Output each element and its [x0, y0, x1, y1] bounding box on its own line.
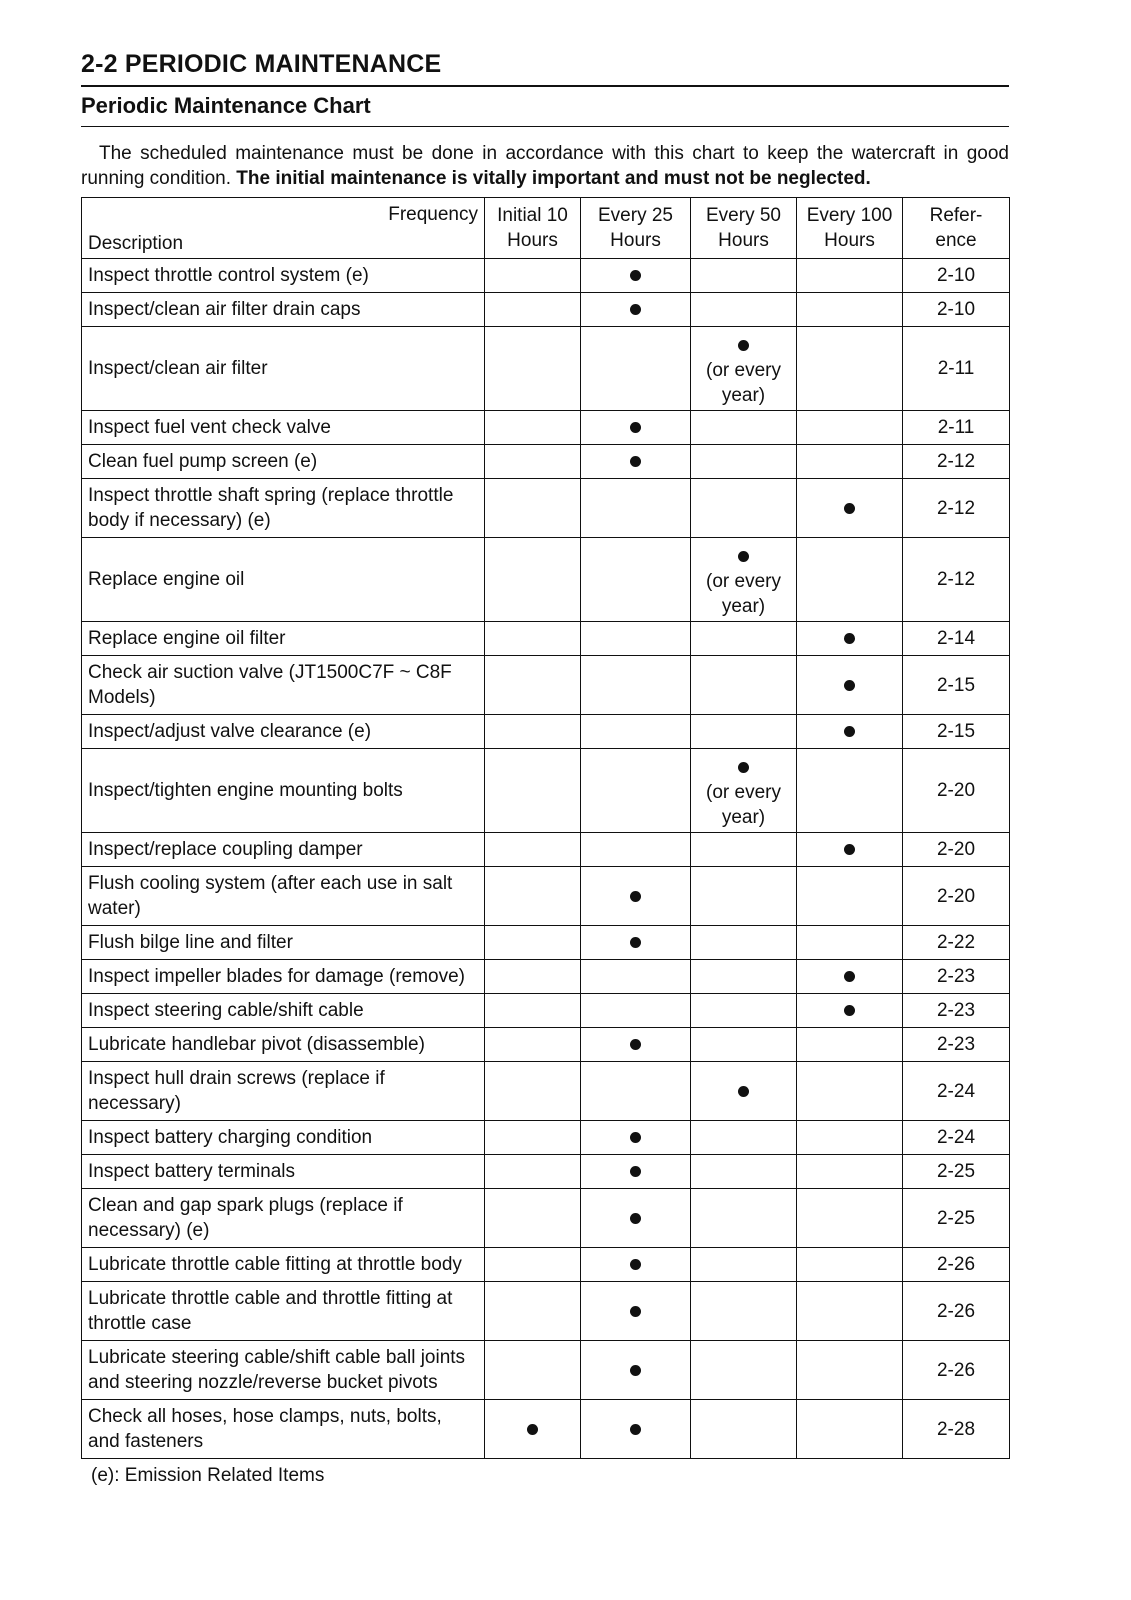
interval-cell	[485, 622, 581, 656]
interval-cell	[797, 715, 903, 749]
header-line2: Hours	[507, 230, 558, 251]
interval-cell	[691, 445, 797, 479]
row-reference: 2-20	[903, 867, 1010, 926]
interval-cell	[485, 715, 581, 749]
row-reference: 2-26	[903, 1248, 1010, 1282]
schedule-dot-icon	[630, 456, 641, 467]
interval-cell	[797, 833, 903, 867]
table-row	[82, 327, 1010, 411]
row-reference: 2-12	[903, 538, 1010, 622]
row-reference: 2-14	[903, 622, 1010, 656]
interval-cell	[485, 1282, 581, 1341]
interval-cell	[797, 1189, 903, 1248]
schedule-dot-icon	[527, 1424, 538, 1435]
row-reference: 2-11	[903, 411, 1010, 445]
row-description: Clean fuel pump screen (e)	[82, 445, 485, 479]
interval-cell	[485, 656, 581, 715]
page	[81, 50, 1009, 1487]
row-description: Clean and gap spark plugs (replace if necessary) (e)	[82, 1189, 485, 1248]
interval-cell	[691, 994, 797, 1028]
interval-cell	[797, 1341, 903, 1400]
interval-cell	[581, 1028, 691, 1062]
interval-cell	[797, 479, 903, 538]
row-description: Lubricate handlebar pivot (disassemble)	[82, 1028, 485, 1062]
interval-cell	[485, 867, 581, 926]
row-reference: 2-23	[903, 1028, 1010, 1062]
header-line1: Every 50	[706, 205, 781, 226]
intro-bold-text: The initial maintenance is vitally important and must not be neglected.	[236, 168, 871, 189]
interval-cell	[485, 1155, 581, 1189]
interval-cell	[797, 656, 903, 715]
row-reference: 2-24	[903, 1062, 1010, 1121]
table-row	[82, 259, 1010, 293]
interval-cell	[485, 833, 581, 867]
interval-cell	[485, 1400, 581, 1459]
interval-cell	[581, 715, 691, 749]
maintenance-table	[81, 197, 1010, 1459]
interval-cell	[581, 833, 691, 867]
interval-cell	[691, 867, 797, 926]
row-reference: 2-23	[903, 960, 1010, 994]
schedule-dot-icon	[630, 891, 641, 902]
interval-cell	[485, 1341, 581, 1400]
interval-cell	[797, 538, 903, 622]
interval-cell	[581, 1282, 691, 1341]
row-reference: 2-15	[903, 715, 1010, 749]
interval-cell	[581, 1189, 691, 1248]
table-row	[82, 926, 1010, 960]
row-description: Inspect/clean air filter	[82, 327, 485, 411]
table-row	[82, 1028, 1010, 1062]
interval-cell	[797, 1248, 903, 1282]
interval-cell	[691, 656, 797, 715]
header-every-25	[581, 198, 691, 259]
schedule-dot-icon	[738, 762, 749, 773]
interval-cell	[581, 1062, 691, 1121]
interval-cell	[691, 622, 797, 656]
interval-cell	[797, 1155, 903, 1189]
row-reference: 2-11	[903, 327, 1010, 411]
interval-cell	[797, 259, 903, 293]
table-row	[82, 715, 1010, 749]
row-description: Lubricate throttle cable fitting at throttle body	[82, 1248, 485, 1282]
interval-cell	[691, 926, 797, 960]
row-reference: 2-20	[903, 749, 1010, 833]
interval-cell	[485, 293, 581, 327]
interval-cell	[797, 749, 903, 833]
interval-cell	[581, 538, 691, 622]
interval-cell	[485, 259, 581, 293]
table-body	[82, 259, 1010, 1459]
table-row	[82, 1400, 1010, 1459]
row-description: Inspect battery charging condition	[82, 1121, 485, 1155]
interval-cell	[485, 327, 581, 411]
table-row	[82, 622, 1010, 656]
table-row	[82, 1121, 1010, 1155]
row-reference: 2-10	[903, 293, 1010, 327]
header-line2: Hours	[718, 230, 769, 251]
header-initial-10	[485, 198, 581, 259]
interval-cell	[691, 960, 797, 994]
header-every-100	[797, 198, 903, 259]
row-description: Inspect/adjust valve clearance (e)	[82, 715, 485, 749]
table-row	[82, 833, 1010, 867]
row-description: Check all hoses, hose clamps, nuts, bolts, and fasteners	[82, 1400, 485, 1459]
interval-cell	[485, 960, 581, 994]
row-description: Flush cooling system (after each use in salt water)	[82, 867, 485, 926]
header-every-50	[691, 198, 797, 259]
interval-cell	[581, 1400, 691, 1459]
interval-cell	[581, 622, 691, 656]
interval-cell	[691, 293, 797, 327]
table-header-row	[82, 198, 1010, 259]
row-reference: 2-12	[903, 445, 1010, 479]
schedule-dot-icon	[844, 726, 855, 737]
interval-cell	[485, 1189, 581, 1248]
interval-cell	[581, 656, 691, 715]
interval-cell	[691, 1248, 797, 1282]
row-reference: 2-28	[903, 1400, 1010, 1459]
interval-cell	[691, 1062, 797, 1121]
table-row	[82, 1341, 1010, 1400]
interval-cell	[581, 749, 691, 833]
interval-cell	[691, 538, 797, 622]
interval-cell	[797, 1400, 903, 1459]
section-title: 2-2 PERIODIC MAINTENANCE	[81, 50, 1009, 87]
interval-cell	[691, 479, 797, 538]
row-description: Inspect hull drain screws (replace if necessary)	[82, 1062, 485, 1121]
row-reference: 2-10	[903, 259, 1010, 293]
row-reference: 2-20	[903, 833, 1010, 867]
interval-cell	[581, 1121, 691, 1155]
schedule-dot-icon	[738, 551, 749, 562]
interval-cell	[485, 749, 581, 833]
schedule-dot-icon	[738, 340, 749, 351]
table-row	[82, 1062, 1010, 1121]
table-row	[82, 749, 1010, 833]
row-reference: 2-25	[903, 1189, 1010, 1248]
interval-cell	[797, 1282, 903, 1341]
table-row	[82, 479, 1010, 538]
schedule-dot-icon	[630, 270, 641, 281]
row-reference: 2-23	[903, 994, 1010, 1028]
table-row	[82, 538, 1010, 622]
schedule-dot-icon	[630, 304, 641, 315]
row-description: Inspect/replace coupling damper	[82, 833, 485, 867]
interval-cell	[485, 1028, 581, 1062]
row-description: Inspect/clean air filter drain caps	[82, 293, 485, 327]
table-row	[82, 1282, 1010, 1341]
schedule-dot-icon	[630, 422, 641, 433]
header-line2: ence	[935, 230, 977, 251]
intro-text: The scheduled maintenance must be done in accordance with this chart to keep the watercraft in good running condition.	[81, 143, 1009, 189]
interval-cell	[581, 867, 691, 926]
interval-cell	[485, 926, 581, 960]
interval-cell	[485, 411, 581, 445]
row-description: Inspect fuel vent check valve	[82, 411, 485, 445]
schedule-dot-icon	[630, 1259, 641, 1270]
interval-cell	[581, 327, 691, 411]
table-row	[82, 293, 1010, 327]
interval-cell	[691, 327, 797, 411]
header-line1: Every 25	[598, 205, 673, 226]
schedule-dot-icon	[630, 1132, 641, 1143]
table-row	[82, 994, 1010, 1028]
interval-cell	[485, 1248, 581, 1282]
header-line2: Hours	[610, 230, 661, 251]
interval-cell	[797, 293, 903, 327]
schedule-dot-icon	[630, 1039, 641, 1050]
interval-note: (or every year)	[706, 360, 781, 406]
row-description: Inspect/tighten engine mounting bolts	[82, 749, 485, 833]
row-description: Flush bilge line and filter	[82, 926, 485, 960]
interval-cell	[581, 1155, 691, 1189]
interval-cell	[797, 960, 903, 994]
interval-cell	[797, 1028, 903, 1062]
interval-cell	[485, 1121, 581, 1155]
chart-title: Periodic Maintenance Chart	[81, 93, 1009, 127]
interval-cell	[485, 538, 581, 622]
interval-cell	[691, 1028, 797, 1062]
interval-cell	[581, 926, 691, 960]
row-reference: 2-26	[903, 1341, 1010, 1400]
table-row	[82, 867, 1010, 926]
header-line2: Hours	[824, 230, 875, 251]
table-row	[82, 411, 1010, 445]
row-description: Replace engine oil	[82, 538, 485, 622]
interval-cell	[691, 833, 797, 867]
interval-cell	[581, 259, 691, 293]
row-description: Inspect throttle shaft spring (replace throttle body if necessary) (e)	[82, 479, 485, 538]
table-row	[82, 445, 1010, 479]
table-row	[82, 1248, 1010, 1282]
interval-cell	[797, 445, 903, 479]
row-description: Lubricate steering cable/shift cable ball joints and steering nozzle/reverse bucket pivots	[82, 1341, 485, 1400]
schedule-dot-icon	[844, 844, 855, 855]
table-row	[82, 656, 1010, 715]
interval-cell	[691, 259, 797, 293]
interval-cell	[581, 1248, 691, 1282]
schedule-dot-icon	[844, 680, 855, 691]
table-row	[82, 1155, 1010, 1189]
intro-paragraph	[81, 141, 1009, 191]
header-line1: Every 100	[806, 205, 893, 226]
schedule-dot-icon	[630, 1365, 641, 1376]
interval-cell	[797, 622, 903, 656]
interval-cell	[691, 411, 797, 445]
interval-cell	[797, 994, 903, 1028]
schedule-dot-icon	[630, 1213, 641, 1224]
frequency-label: Frequency	[388, 204, 478, 225]
interval-cell	[797, 1062, 903, 1121]
schedule-dot-icon	[844, 971, 855, 982]
row-reference: 2-26	[903, 1282, 1010, 1341]
schedule-dot-icon	[844, 633, 855, 644]
interval-cell	[581, 960, 691, 994]
header-line1: Refer-	[929, 205, 983, 226]
row-reference: 2-15	[903, 656, 1010, 715]
interval-cell	[691, 1341, 797, 1400]
header-reference	[903, 198, 1010, 259]
interval-cell	[691, 749, 797, 833]
header-description-frequency	[82, 198, 485, 259]
interval-cell	[485, 479, 581, 538]
row-reference: 2-24	[903, 1121, 1010, 1155]
interval-cell	[691, 1121, 797, 1155]
interval-cell	[581, 1341, 691, 1400]
interval-cell	[797, 867, 903, 926]
interval-cell	[581, 411, 691, 445]
interval-cell	[691, 1189, 797, 1248]
interval-cell	[797, 926, 903, 960]
table-row	[82, 1189, 1010, 1248]
table-row	[82, 960, 1010, 994]
row-description: Lubricate throttle cable and throttle fitting at throttle case	[82, 1282, 485, 1341]
interval-cell	[581, 994, 691, 1028]
interval-cell	[797, 327, 903, 411]
interval-cell	[797, 1121, 903, 1155]
schedule-dot-icon	[630, 1306, 641, 1317]
interval-cell	[485, 994, 581, 1028]
row-description: Inspect throttle control system (e)	[82, 259, 485, 293]
interval-cell	[691, 1282, 797, 1341]
interval-cell	[581, 293, 691, 327]
interval-note: (or every year)	[706, 782, 781, 828]
schedule-dot-icon	[844, 503, 855, 514]
interval-cell	[485, 1062, 581, 1121]
row-reference: 2-22	[903, 926, 1010, 960]
interval-cell	[691, 1155, 797, 1189]
row-description: Replace engine oil filter	[82, 622, 485, 656]
footnote: (e): Emission Related Items	[91, 1465, 325, 1486]
interval-cell	[581, 445, 691, 479]
interval-cell	[581, 479, 691, 538]
interval-cell	[691, 715, 797, 749]
interval-cell	[691, 1400, 797, 1459]
schedule-dot-icon	[844, 1005, 855, 1016]
row-description: Inspect battery terminals	[82, 1155, 485, 1189]
header-line1: Initial 10	[497, 205, 568, 226]
row-reference: 2-25	[903, 1155, 1010, 1189]
row-description: Inspect steering cable/shift cable	[82, 994, 485, 1028]
schedule-dot-icon	[630, 937, 641, 948]
interval-cell	[485, 445, 581, 479]
interval-note: (or every year)	[706, 571, 781, 617]
row-description: Inspect impeller blades for damage (remove)	[82, 960, 485, 994]
schedule-dot-icon	[738, 1086, 749, 1097]
row-description: Check air suction valve (JT1500C7F ~ C8F Models)	[82, 656, 485, 715]
schedule-dot-icon	[630, 1166, 641, 1177]
interval-cell	[797, 411, 903, 445]
description-label: Description	[88, 233, 184, 254]
schedule-dot-icon	[630, 1424, 641, 1435]
row-reference: 2-12	[903, 479, 1010, 538]
